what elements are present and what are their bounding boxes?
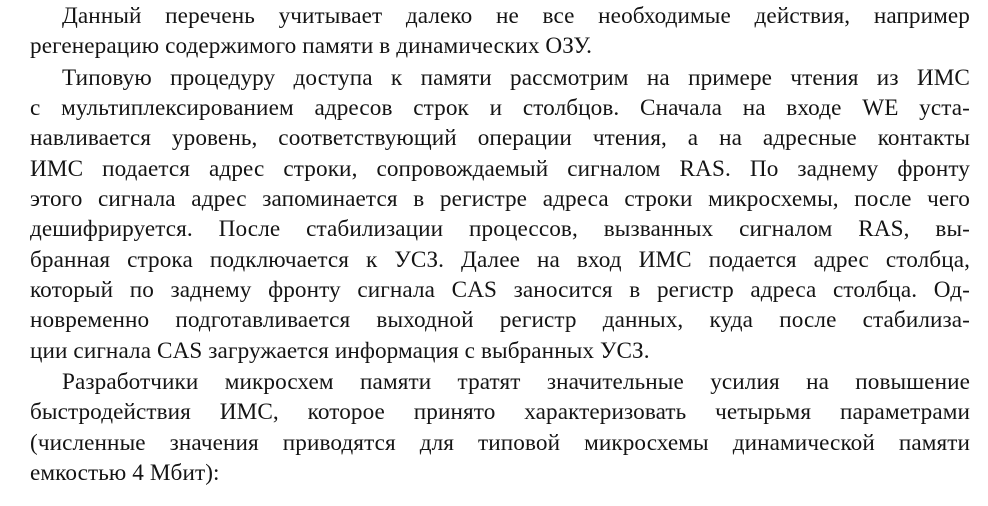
text-line: Типовую процедуру доступа к памяти рассмотрим на примере чтения из ИМС (62, 65, 970, 91)
text-line: навливается уровень, соответствующий операции чтения, а на адресные контакты (30, 125, 970, 151)
text-line: ИМС подается адрес строки, сопровождаемый сигналом RAS. По заднему фронту (30, 156, 970, 182)
text-line: новременно подготавливается выходной регистр данных, куда после стабилиза- (30, 307, 970, 333)
text-line: регенерацию содержимого памяти в динамических ОЗУ. (30, 33, 593, 59)
text-line: дешифрируется. После стабилизации процессов, вызванных сигналом RAS, вы- (30, 216, 970, 242)
text-line: этого сигнала адрес запоминается в регистре адреса строки микросхемы, после чего (30, 186, 970, 212)
text-line: емкостью 4 Мбит): (30, 460, 220, 486)
text-line: Разработчики микросхем памяти тратят значительные усилия на повышение (62, 369, 970, 395)
text-line: Данный перечень учитывает далеко не все необходимые действия, например (62, 3, 970, 29)
text-line: бранная строка подключается к УСЗ. Далее на вход ИМС подается адрес столбца, (30, 247, 970, 273)
text-line: который по заднему фронту сигнала CAS заносится в регистр адреса столбца. Од- (30, 277, 970, 303)
text-line: (численные значения приводятся для типовой микросхемы динамической памяти (30, 430, 970, 456)
text-line: быстродействия ИМС, которое принято характеризовать четырьмя параметрами (30, 399, 970, 425)
text-line: с мультиплексированием адресов строк и столбцов. Сначала на входе WE уста- (30, 95, 970, 121)
text-line: ции сигнала CAS загружается информация с выбранных УСЗ. (30, 338, 650, 364)
